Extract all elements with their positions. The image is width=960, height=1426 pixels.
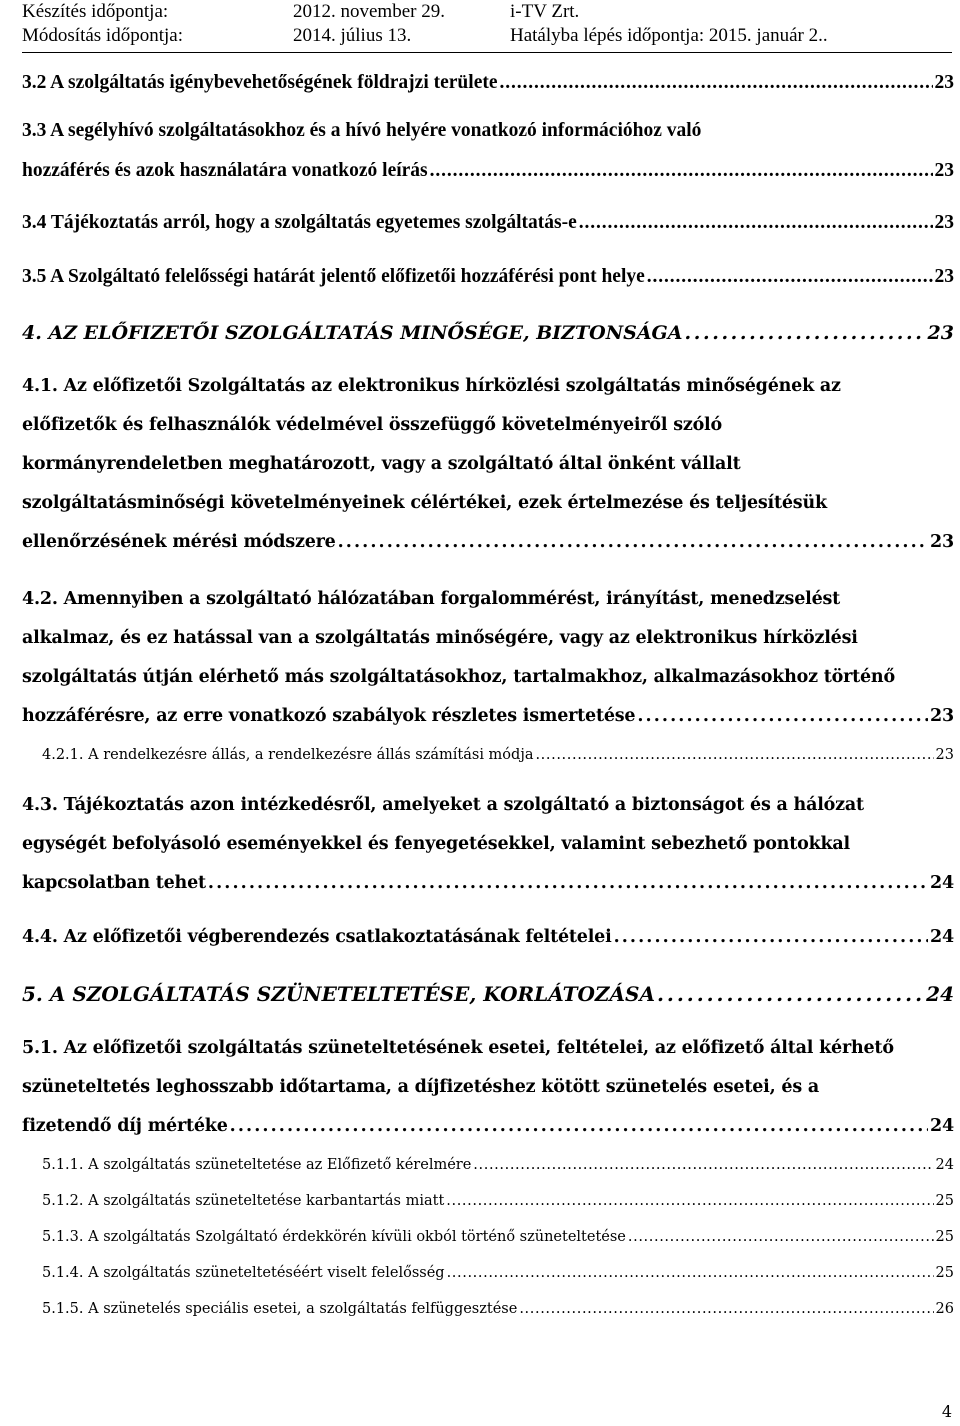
toc-page-number: 24: [930, 927, 954, 947]
created-value: 2012. november 29.: [293, 1, 445, 22]
toc-entry-text: előfizetők és felhasználók védelmével összefüggő követelményeiről szóló: [22, 415, 722, 435]
toc-entry-text: 3.4 Tájékoztatás arról, hogy a szolgáltatás egyetemes szolgáltatás-e: [22, 212, 577, 233]
toc-leader-dots: [637, 706, 928, 726]
toc-entry-4-1[interactable]: [22, 376, 954, 571]
toc-entry-4-2-1[interactable]: [22, 747, 954, 783]
toc-entry-5-1-3[interactable]: [22, 1229, 954, 1265]
toc-page-number: 23: [927, 322, 954, 344]
toc-leader-dots: [647, 266, 933, 288]
toc-entry-text: 4.1. Az előfizetői Szolgáltatás az elektronikus hírközlési szolgáltatás minőségének az: [22, 376, 841, 396]
modified-label: Módosítás időpontja:: [22, 25, 183, 46]
toc-page-number: 25: [935, 1193, 954, 1209]
toc-entry-4-3[interactable]: [22, 795, 954, 912]
toc-entry-text: ellenőrzésének mérési módszere: [22, 532, 336, 552]
toc-entry-text: kapcsolatban tehet: [22, 873, 206, 893]
toc-entry-text: 4.2. Amennyiben a szolgáltató hálózatában forgalommérést, irányítást, menedzselést: [22, 589, 841, 609]
created-label: Készítés időpontja:: [22, 1, 169, 22]
toc-entry-text: 3.2 A szolgáltatás igénybevehetőségének földrajzi területe: [22, 72, 498, 93]
toc-leader-dots: [535, 747, 933, 763]
modified-value: 2014. július 13.: [293, 25, 412, 46]
toc-entry-text: alkalmaz, és ez hatással van a szolgáltatás minőségére, vagy az elektronikus hírközlési: [22, 628, 858, 648]
toc-entry-text: 5. A SZOLGÁLTATÁS SZÜNETELTETÉSE, KORLÁTOZÁSA: [22, 982, 655, 1006]
toc-leader-dots: [230, 1116, 928, 1136]
toc-entry-text: hozzáférésre, az erre vonatkozó szabályok részletes ismertetése: [22, 706, 636, 726]
page-header: [22, 0, 952, 48]
toc-entry-text: 4.4. Az előfizetői végberendezés csatlakoztatásának feltételei: [22, 927, 612, 947]
toc-leader-dots: [338, 532, 928, 552]
toc-entry-text: 3.3 A segélyhívó szolgáltatásokhoz és a hívó helyére vonatkozó információhoz való: [22, 120, 702, 141]
effective-date: Hatályba lépés időpontja: 2015. január 2..: [510, 25, 828, 46]
toc-page-number: 23: [934, 212, 954, 233]
toc-page-number: 24: [926, 982, 954, 1006]
page-number: 4: [941, 1402, 952, 1421]
toc-page-number: 23: [934, 266, 954, 287]
toc-leader-dots: [628, 1229, 934, 1245]
toc-entry-3-2[interactable]: [22, 72, 954, 102]
toc-leader-dots: [447, 1265, 934, 1281]
toc-entry-5[interactable]: [22, 982, 954, 1022]
toc-leader-dots: [430, 160, 933, 182]
toc-page-number: 25: [935, 1265, 954, 1281]
toc-entry-text: 4.2.1. A rendelkezésre állás, a rendelkezésre állás számítási módja: [42, 747, 534, 763]
toc-leader-dots: [446, 1193, 933, 1209]
toc-entry-text: 4. AZ ELŐFIZETŐI SZOLGÁLTATÁS MINŐSÉGE, BIZTONSÁGA: [22, 322, 683, 344]
toc-leader-dots: [500, 72, 933, 94]
header-row-2: [22, 24, 952, 48]
toc-entry-3-5[interactable]: [22, 266, 954, 306]
toc-entry-text: 4.3. Tájékoztatás azon intézkedésről, amelyeket a szolgáltató a biztonságot és a hálózat: [22, 795, 864, 815]
toc-entry-text: 3.5 A Szolgáltató felelősségi határát jelentő előfizetői hozzáférési pont helye: [22, 266, 645, 287]
toc-entry-text: 5.1.1. A szolgáltatás szüneteltetése az Előfizető kérelmére: [42, 1157, 472, 1173]
toc-page-number: 24: [930, 1116, 954, 1136]
toc-leader-dots: [519, 1301, 933, 1317]
toc-entry-text: 5.1.5. A szünetelés speciális esetei, a szolgáltatás felfüggesztése: [42, 1301, 518, 1317]
toc-leader-dots: [208, 873, 928, 893]
toc-entry-3-4[interactable]: [22, 212, 954, 252]
toc-page-number: 23: [934, 72, 954, 93]
toc-page-number: 23: [935, 747, 954, 763]
toc-entry-4-4[interactable]: [22, 927, 954, 966]
toc-entry-text: fizetendő díj mértéke: [22, 1116, 228, 1136]
toc-page-number: 23: [934, 160, 954, 181]
toc-entry-5-1[interactable]: [22, 1038, 954, 1155]
toc-entry-5-1-2[interactable]: [22, 1193, 954, 1229]
header-row-1: [22, 0, 952, 24]
toc-leader-dots: [473, 1157, 933, 1173]
toc-page-number: 26: [935, 1301, 954, 1317]
toc-entry-text: szolgáltatásminőségi követelményeinek célértékei, ezek értelmezése és teljesítésük: [22, 493, 827, 513]
toc-leader-dots: [579, 212, 933, 234]
toc-entry-5-1-5[interactable]: [22, 1301, 954, 1337]
toc-entry-3-3[interactable]: [22, 120, 954, 200]
toc-entry-5-1-4[interactable]: [22, 1265, 954, 1301]
toc-entry-text: szüneteltetés leghosszabb időtartama, a díjfizetéshez kötött szünetelés esetei, és a: [22, 1077, 820, 1097]
toc-leader-dots: [614, 927, 928, 947]
toc-entry-text: hozzáférés és azok használatára vonatkozó leírás: [22, 160, 428, 181]
toc-entry-text: 5.1.2. A szolgáltatás szüneteltetése karbantartás miatt: [42, 1193, 445, 1209]
toc-entry-text: 5.1.3. A szolgáltatás Szolgáltató érdekkörén kívüli okból történő szüneteltetése: [42, 1229, 626, 1245]
toc-page-number: 24: [930, 873, 954, 893]
toc-page-number: 23: [930, 706, 954, 726]
toc-entry-text: 5.1. Az előfizetői szolgáltatás szüneteltetésének esetei, feltételei, az előfizető által kérhető: [22, 1038, 894, 1058]
table-of-contents: [22, 72, 954, 1337]
toc-page-number: 25: [935, 1229, 954, 1245]
toc-leader-dots: [685, 322, 926, 344]
toc-page-number: 23: [930, 532, 954, 552]
toc-entry-text: kormányrendeletben meghatározott, vagy a szolgáltató által önként vállalt: [22, 454, 741, 474]
toc-entry-4-2[interactable]: [22, 589, 954, 745]
toc-entry-text: egységét befolyásoló eseményekkel és fenyegetésekkel, valamint sebezhető pontokkal: [22, 834, 851, 854]
toc-page-number: 24: [935, 1157, 954, 1173]
toc-leader-dots: [657, 982, 924, 1006]
company-name: i-TV Zrt.: [510, 1, 580, 22]
header-divider: [22, 52, 952, 53]
toc-entry-4[interactable]: [22, 322, 954, 362]
toc-entry-5-1-1[interactable]: [22, 1157, 954, 1193]
toc-entry-text: szolgáltatás útján elérhető más szolgáltatásokhoz, tartalmakhoz, alkalmazásokhoz történő: [22, 667, 895, 687]
toc-entry-text: 5.1.4. A szolgáltatás szüneteltetéséért viselt felelősség: [42, 1265, 445, 1281]
